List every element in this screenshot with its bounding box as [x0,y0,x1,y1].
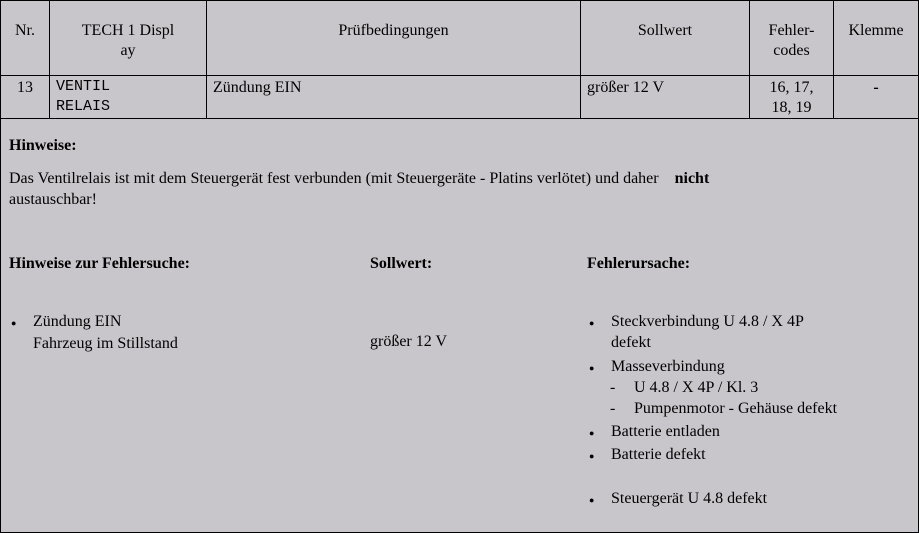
table-header-row [1,1,918,76]
sollwert-title: Sollwert: [370,255,433,272]
hinweise-text-bold: nicht [674,170,710,187]
hinweise-text-line2: austauschbar! [9,191,97,208]
header-tech1-line1: TECH 1 Displ [81,22,175,39]
hinweise-text-part1: Das Ventilrelais ist mit dem Steuergerät fest verbunden (mit Steuergeräte - Platins verlötet) und daher [9,170,659,187]
cell-pruefbedingung [207,76,581,118]
header-sollwert [581,1,750,75]
ursache-masse-sub1: - U 4.8 / X 4P / Kl. 3 [634,379,758,397]
cell-klemme [834,76,918,118]
table-row [1,76,918,119]
ursache-batterie-defekt: ● Batterie defekt [611,446,706,464]
header-klemme-label: Klemme [848,22,904,39]
cell-nr [1,76,50,118]
cell-klemme-value: - [873,79,879,96]
fehlersuche-item-zuendung: ● Zündung EIN [33,313,121,331]
header-klemme [834,1,918,75]
header-pruefbedingungen [207,1,581,75]
header-nr-label: Nr. [15,22,35,39]
fehlerursache-title: Fehlerursache: [587,255,691,272]
header-sollwert-label: Sollwert [637,22,693,39]
sollwert-value: größer 12 V [370,333,448,350]
cell-sollwert [581,76,750,118]
ursache-steckverbindung-line2: defekt [611,334,651,351]
ursache-steuergeraet: ● Steuergerät U 4.8 defekt [611,490,767,508]
cell-fehlercodes-line1: 16, 17, [769,79,814,96]
header-tech1-display-label [82,21,174,61]
fehlersuche-item-stillstand: Fahrzeug im Stillstand [33,335,178,352]
header-fehlercodes [750,1,834,75]
cell-pruefbedingung-value: Zündung EIN [213,79,302,96]
fehlersuche-title: Hinweise zur Fehlersuche: [9,255,191,272]
cell-fehlercodes [750,76,834,118]
ursache-masse-sub2: - Pumpenmotor - Gehäuse defekt [634,400,837,418]
hinweise-title: Hinweise: [9,137,77,154]
header-nr [1,1,50,75]
cell-fehlercodes-line2: 18, 19 [771,99,812,116]
header-fehlercodes-line2: codes [773,42,810,59]
ursache-masseverbindung: ● Masseverbindung [611,358,725,376]
cell-nr-value: 13 [17,79,33,96]
hinweise-text-line1 [9,170,709,188]
ursache-batterie-entladen: ● Batterie entladen [611,423,720,441]
header-tech1-line2: ay [120,42,136,59]
ursache-steckverbindung: ● Steckverbindung U 4.8 / X 4P [611,313,804,331]
cell-display [50,76,207,118]
header-pruefbedingungen-label: Prüfbedingungen [338,22,449,39]
header-fehlercodes-line1: Fehler- [768,22,815,39]
cell-display-line1: VENTIL [56,78,111,95]
cell-display-line2: RELAIS [56,98,111,115]
header-tech1-display [50,1,207,75]
cell-sollwert-value: größer 12 V [587,79,665,96]
